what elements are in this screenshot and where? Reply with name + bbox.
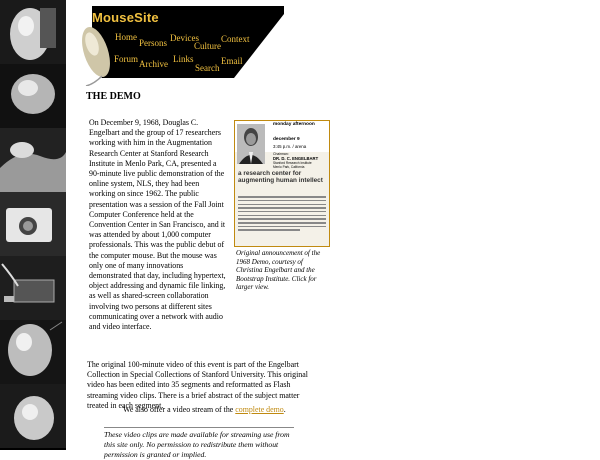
card-affiliation-1: Stanford Research Institute	[273, 161, 312, 165]
nav-devices[interactable]: Devices	[170, 33, 199, 43]
nav-forum[interactable]: Forum	[114, 54, 139, 64]
complete-demo-suffix: .	[283, 405, 286, 414]
complete-demo-line	[123, 405, 323, 415]
nav-email[interactable]: Email	[221, 56, 243, 66]
nav-culture[interactable]: Culture	[194, 41, 221, 51]
nav-home[interactable]: Home	[115, 32, 137, 42]
card-body-text	[238, 194, 326, 233]
card-headline: a research center for augmenting human intellect	[238, 170, 323, 185]
site-banner	[82, 6, 286, 86]
nav-archive[interactable]: Archive	[139, 59, 168, 69]
strip-photo-mouse-3	[0, 384, 66, 448]
card-time: 3:45 p.m. / arena	[273, 144, 307, 149]
complete-demo-prefix: We also offer a video stream of the	[123, 405, 236, 414]
announcement-image[interactable]	[234, 120, 330, 247]
strip-photo-mouse-2	[0, 320, 66, 384]
nav-persons[interactable]: Persons	[139, 38, 168, 48]
nav-links[interactable]: Links	[173, 54, 194, 64]
photo-strip	[0, 0, 66, 450]
complete-demo-link[interactable]: complete demo	[235, 405, 284, 414]
strip-photo-hand	[0, 128, 66, 192]
usage-notice: These video clips are made available for streaming use from this site only. No permission to redistribute them without permission is granted or implied.	[104, 427, 294, 460]
card-chairman-label: Chairman:	[273, 152, 289, 156]
page-title: THE DEMO	[86, 91, 141, 102]
strip-photo-box	[0, 256, 66, 320]
engelbart-portrait	[237, 124, 265, 164]
nav-context[interactable]: Context	[221, 34, 250, 44]
card-date: december 9	[273, 137, 300, 142]
announcement-caption: Original announcement of the 1968 Demo, courtesy of Christina Engelbart and the Bootstrap Institute. Click for larger view.	[236, 249, 321, 292]
card-day: monday afternoon	[273, 122, 315, 127]
video-description: The original 100-minute video of this event is part of the Engelbart Collection in Special Collections of Stanford University. This original video has been edited into 35 segments and reformatted as Flash streaming video clips. There is a brief abstract of the subject matter treated in each segment.	[87, 360, 308, 410]
strip-photo-mouse-top	[0, 0, 66, 64]
nav-search[interactable]: Search	[195, 63, 220, 73]
demo-description: On December 9, 1968, Douglas C. Engelbart and the group of 17 researchers working with him in the Augmentation Research Center at Stanford Research Institute in Menlo Park, CA, presented a 90-minute live public demonstration of the online system, NLS, they had been working on since 1962. The public presentation was a session of the Fall Joint Computer Conference held at the Convention Center in San Francisco, and it was attended by about 1,000 computer professionals. This was the public debut of the computer mouse. But the mouse was only one of many innovations demonstrated that day, including hypertext, object addressing and dynamic file linking, as well as shared-screen collaboration involving two persons at different sites communicating over a network with audio and video interface.	[89, 118, 226, 332]
strip-photo-device	[0, 192, 66, 256]
card-affiliation-2: Menlo Park, California	[273, 165, 305, 169]
strip-photo-mouse-side	[0, 64, 66, 128]
card-chairman: DR. D. C. ENGELBART	[273, 156, 319, 161]
site-brand[interactable]: MouseSite	[92, 10, 159, 25]
